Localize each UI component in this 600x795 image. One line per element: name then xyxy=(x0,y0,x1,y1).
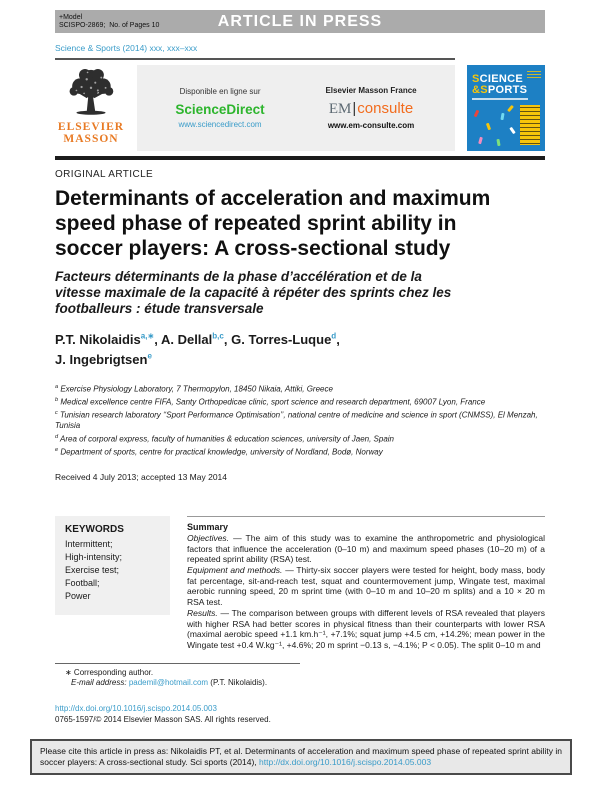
email-label: E-mail address: xyxy=(71,677,127,687)
author-list xyxy=(55,329,545,368)
keyword: Football; xyxy=(65,577,100,588)
abstract-section xyxy=(55,516,545,651)
author: A. Dellal$^{b,c}$, xyxy=(160,332,232,348)
summary-column xyxy=(187,516,545,651)
author-affiliation-sup: d xyxy=(331,332,337,341)
keywords-heading: KEYWORDS xyxy=(65,523,124,535)
corresponding-author-note: ∗ Corresponding author. xyxy=(65,667,154,677)
availability-box xyxy=(137,65,455,151)
emconsulte-tagline: Elsevier Masson France xyxy=(325,86,417,95)
summary-methods: Equipment and methods. — Thirty-six soccer players were tested for height, body mass, body fat percentage, sit-and-reach test, squat and countermovement jump, Wingate test, maximal aerobic running speed, 20 m sprint time (with 0–10 m and 10–20 m splits) and a 10 × 20 m RSA test. xyxy=(187,565,545,608)
emconsulte-link[interactable]: www.em-consulte.com xyxy=(327,121,415,130)
journal-cover-thumbnail xyxy=(467,65,545,151)
cover-subtitle-strip xyxy=(472,98,528,100)
model-line2: SCISPO-2869; No. of Pages 10 xyxy=(59,21,160,29)
article-title: Determinants of acceleration and maximum speed phase of repeated sprint ability in soccer players: A cross-sectional study xyxy=(55,187,491,260)
author-line-2 xyxy=(55,348,545,367)
emconsulte-block xyxy=(325,86,416,130)
keywords-box xyxy=(55,516,170,615)
keyword: Intermittent; xyxy=(65,538,113,549)
email-link[interactable]: pademil@hotmail.com xyxy=(128,677,209,687)
author: G. Torres-Luque$^d$, xyxy=(231,332,340,348)
cover-athlete-figure xyxy=(496,139,500,146)
cover-contents-panel xyxy=(518,103,542,147)
sciencedirect-tagline: Disponible en ligne sur xyxy=(179,87,261,96)
copyright-line: 0765-1597/© 2014 Elsevier Masson SAS. All rights reserved. xyxy=(55,714,271,724)
affiliation: $^a$ Exercise Physiology Laboratory, 7 Thermopylon, 18450 Nikaia, Attiki, Greece xyxy=(55,383,333,394)
corresponding-author-footnote xyxy=(55,663,300,688)
author-affiliation-sup: e xyxy=(147,351,152,361)
cover-corner-text xyxy=(527,71,541,79)
divider-thick xyxy=(55,156,545,160)
elsevier-tree-icon xyxy=(61,65,121,121)
article-title-french: Facteurs déterminants de la phase d’accélération et de la vitesse maximale de la capacité à répéter des sprints chez les footballeurs : étude transversale xyxy=(55,269,452,316)
author-affiliation-sup: b,c xyxy=(212,332,224,341)
cover-athlete-figure xyxy=(486,123,491,131)
cover-athlete-figure xyxy=(509,127,515,134)
cover-athlete-figure xyxy=(474,110,480,118)
article-in-press-label: ARTICLE IN PRESS xyxy=(217,12,383,30)
divider-thin xyxy=(55,58,455,60)
section-label: ORIGINAL ARTICLE xyxy=(55,169,154,180)
affiliation-list xyxy=(55,382,545,458)
author-line-1 xyxy=(55,329,545,348)
affiliation: $^c$ Tunisian research laboratory ‘‘Sport Performance Optimisation’’, national centre of medicine and science in sport (CNMSS), El Menzah, Tunisia xyxy=(55,409,538,431)
cover-title: SCIENCE &SPORTS xyxy=(472,73,528,96)
author-affiliation-sup: a,∗ xyxy=(140,332,155,341)
affiliation: $^e$ Department of sports, centre for practical knowledge, university of Nordland, Bodø, Norway xyxy=(55,446,383,457)
model-line1: +Model xyxy=(59,13,83,21)
cover-athlete-figure xyxy=(500,113,504,120)
keyword: High-intensity; xyxy=(65,551,123,562)
email-line xyxy=(55,678,300,688)
summary-results: Results. — The comparison between groups with different levels of RSA revealed that players with higher RSA had better scores in physical fitness than their counterparts with lower RSA (maximal aerobic speed +1.1 km.h⁻¹, +7.1%; squat jump +4.5 cm, +14.2%; mean power in the Wingate test +0.4 W.kg⁻¹, +4.6%; 20 m sprint −0.13 s, −4.1%; P < 0.05). The split 0–10 m and xyxy=(187,607,545,650)
received-accepted-dates: Received 4 July 2013; accepted 13 May 2014 xyxy=(55,471,228,482)
cite-doi-link[interactable]: http://dx.doi.org/10.1016/j.scispo.2014.05.003 xyxy=(259,757,432,767)
keyword: Exercise test; xyxy=(65,564,120,575)
sciencedirect-link[interactable]: www.sciencedirect.com xyxy=(178,120,262,129)
cover-athlete-figure xyxy=(478,137,483,145)
journal-issue-line: Science & Sports (2014) xxx, xxx–xxx xyxy=(55,43,198,53)
cite-text: Please cite this article in press as: Nikolaidis PT, et al. Determinants of acceleration and maximum speed phase of repeated sprint ability in soccer players: A cross-sectional study. Sci sports (2014), xyxy=(40,746,562,767)
summary-heading: Summary xyxy=(187,521,229,532)
author: P.T. Nikolaidis$^{a,∗}$, xyxy=(55,332,161,348)
keyword: Power xyxy=(65,590,91,601)
masthead xyxy=(55,65,545,151)
affiliation: $^b$ Medical excellence centre FIFA, Santy Orthopedicae clinic, sport science and research department, 69007 Lyon, France xyxy=(55,396,486,407)
summary-objectives: Objectives. — The aim of this study was to examine the anthropometric and physiological factors that influence the acceleration (0–10 m) and maximum speed phases (10–20 m) of a repeated sprint ability (RSA) test. xyxy=(187,532,545,565)
cover-athlete-figure xyxy=(507,105,514,112)
author: J. Ingebrigtsen$^e$ xyxy=(55,351,152,367)
doi-link[interactable]: http://dx.doi.org/10.1016/j.scispo.2014.05.003 xyxy=(55,703,217,713)
emconsulte-logo: EM|consulte xyxy=(328,100,414,117)
article-in-press-bar xyxy=(55,10,545,33)
email-suffix: (P.T. Nikolaidis). xyxy=(208,677,268,687)
sciencedirect-logo: ScienceDirect xyxy=(175,102,265,117)
elsevier-masson-logo xyxy=(55,65,127,151)
affiliation: $^d$ Area of corporal express, faculty of humanities & education sciences, university of Jaen, Spain xyxy=(55,433,395,444)
elsevier-masson-wordmark: ELSEVIER MASSON xyxy=(57,121,125,145)
sciencedirect-block xyxy=(175,87,264,129)
please-cite-box xyxy=(30,739,572,775)
